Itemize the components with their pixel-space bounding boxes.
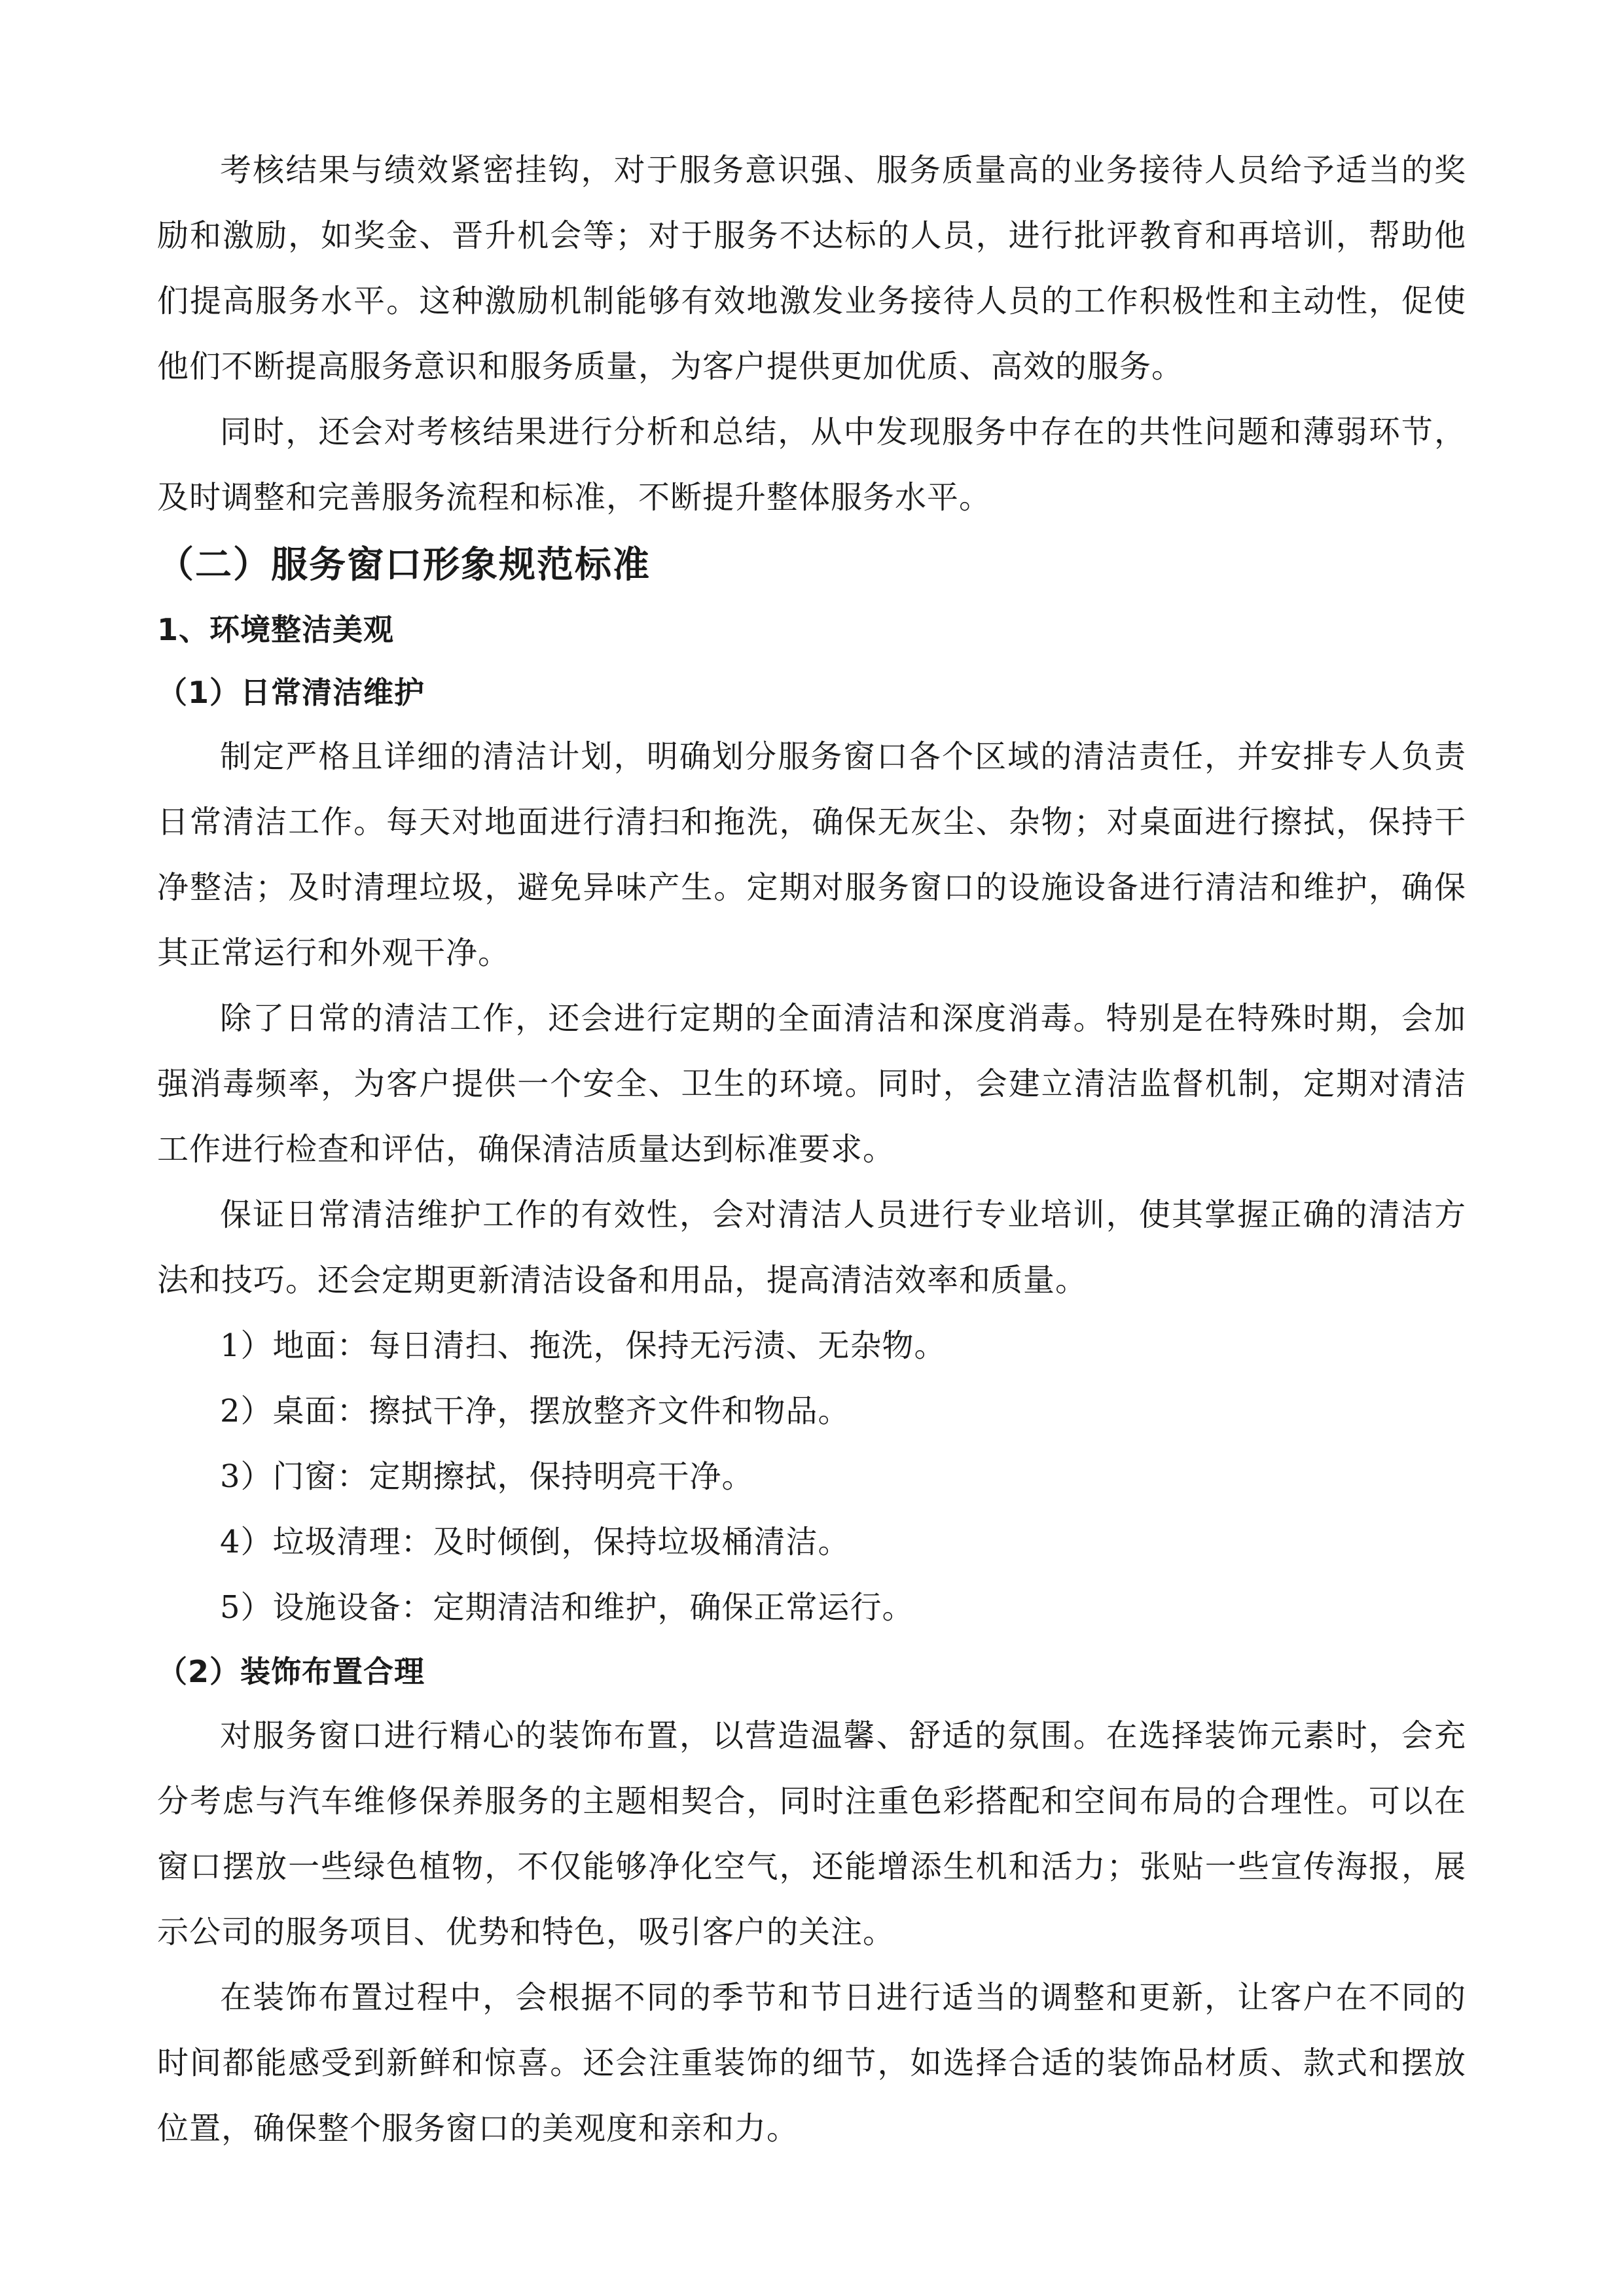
paragraph: 保证日常清洁维护工作的有效性，会对清洁人员进行专业培训，使其掌握正确的清洁方法和技巧。还会定期更新清洁设备和用品，提高清洁效率和质量。 (157, 1196, 1466, 1299)
subsection-title: 1、环境整洁美观 (157, 612, 395, 647)
list-item: 1）地面：每日清扫、拖洗，保持无污渍、无杂物。 (220, 1327, 947, 1364)
paragraph: 制定严格且详细的清洁计划，明确划分服务窗口各个区域的清洁责任，并安排专人负责日常清洁工作。每天对地面进行清扫和拖洗，确保无灰尘、杂物；对桌面进行擦拭，保持干净整洁；及时清理垃圾，避免异味产生。定期对服务窗口的设施设备进行清洁和维护，确保其正常运行和外观干净。 (157, 738, 1466, 971)
part-title: （2）装饰布置合理 (157, 1654, 425, 1689)
paragraph: 考核结果与绩效紧密挂钩，对于服务意识强、服务质量高的业务接待人员给予适当的奖励和激励，如奖金、晋升机会等；对于服务不达标的人员，进行批评教育和再培训，帮助他们提高服务水平。这种激励机制能够有效地激发业务接待人员的工作积极性和主动性，促使他们不断提高服务意识和服务质量，为客户提供更加优质、高效的服务。 (157, 152, 1466, 385)
list-item: 5）设施设备：定期清洁和维护，确保正常运行。 (220, 1589, 914, 1626)
paragraph: 同时，还会对考核结果进行分析和总结，从中发现服务中存在的共性问题和薄弱环节，及时调整和完善服务流程和标准，不断提升整体服务水平。 (157, 414, 1466, 516)
list-item: 4）垃圾清理：及时倾倒，保持垃圾桶清洁。 (220, 1524, 850, 1560)
paragraph: 除了日常的清洁工作，还会进行定期的全面清洁和深度消毒。特别是在特殊时期，会加强消毒频率，为客户提供一个安全、卫生的环境。同时，会建立清洁监督机制，定期对清洁工作进行检查和评估，确保清洁质量达到标准要求。 (157, 1000, 1466, 1168)
part-title: （1）日常清洁维护 (157, 675, 425, 710)
paragraph: 在装饰布置过程中，会根据不同的季节和节日进行适当的调整和更新，让客户在不同的时间都能感受到新鲜和惊喜。还会注重装饰的细节，如选择合适的装饰品材质、款式和摆放位置，确保整个服务窗口的美观度和亲和力。 (157, 1979, 1466, 2147)
list-item: 3）门窗：定期擦拭，保持明亮干净。 (220, 1458, 754, 1495)
document-page (157, 137, 1466, 2161)
paragraph: 对服务窗口进行精心的装饰布置，以营造温馨、舒适的氛围。在选择装饰元素时，会充分考虑与汽车维修保养服务的主题相契合，同时注重色彩搭配和空间布局的合理性。可以在窗口摆放一些绿色植物，不仅能够净化空气，还能增添生机和活力；张贴一些宣传海报，展示公司的服务项目、优势和特色，吸引客户的关注。 (157, 1717, 1466, 1950)
list-item: 2）桌面：擦拭干净，摆放整齐文件和物品。 (220, 1393, 850, 1429)
section-title: （二）服务窗口形象规范标准 (157, 544, 651, 586)
